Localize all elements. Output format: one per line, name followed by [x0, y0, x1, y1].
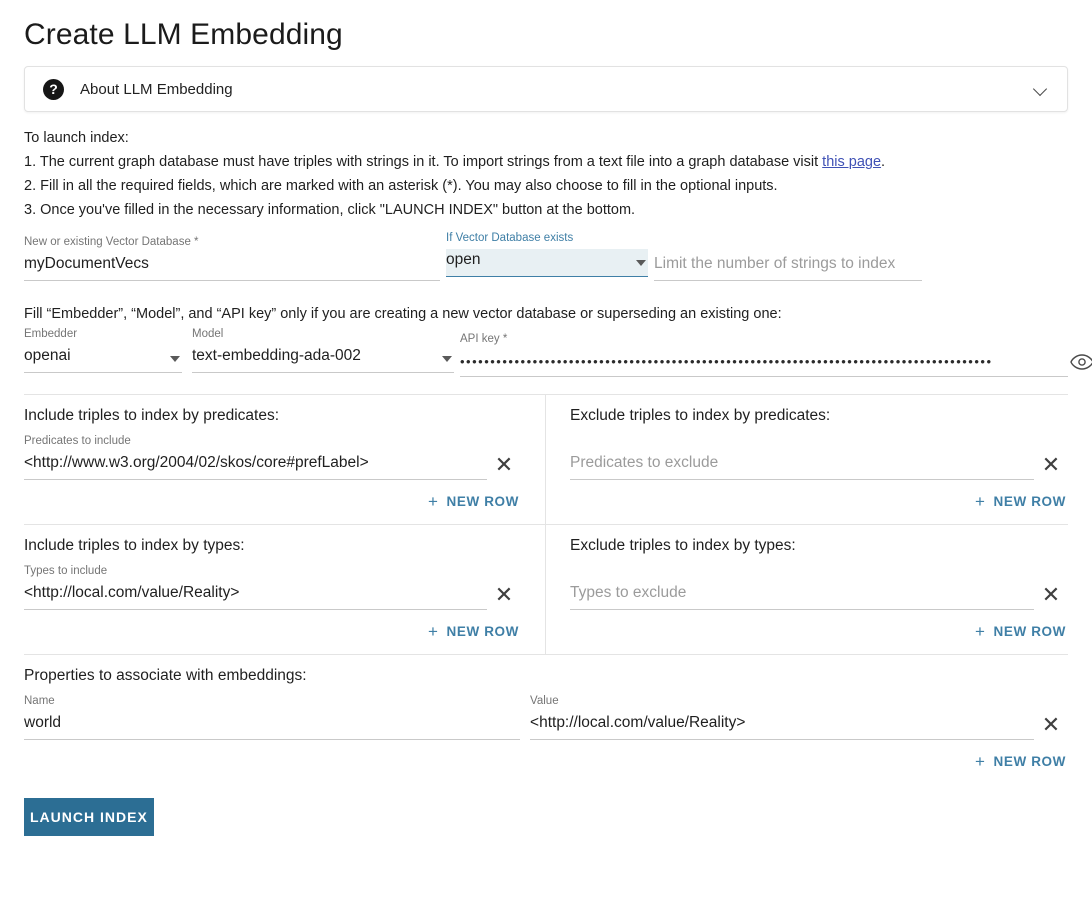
- vector-database-exists-value[interactable]: [446, 249, 648, 277]
- plus-icon: +: [975, 492, 986, 511]
- exclude-predicates-panel: [546, 395, 1068, 524]
- api-key-label: API key *: [460, 333, 508, 345]
- include-types-input[interactable]: [24, 582, 487, 610]
- vector-database-label: New or existing Vector Database *: [24, 236, 199, 248]
- exclude-predicates-new-row-button[interactable]: [570, 480, 1068, 524]
- property-name-input[interactable]: [24, 712, 520, 740]
- embedder-label: Embedder: [24, 328, 78, 340]
- properties-heading: Properties to associate with embeddings:: [24, 667, 307, 684]
- limit-strings-field: [654, 236, 922, 281]
- exclude-predicates-label: [570, 435, 1034, 450]
- close-icon[interactable]: ✕: [494, 582, 514, 607]
- exclude-types-heading: Exclude triples to index by types:: [570, 537, 796, 554]
- include-types-heading: Include triples to index by types:: [24, 537, 245, 554]
- exclude-types-label: [570, 565, 1034, 580]
- embedder-value[interactable]: [24, 345, 182, 373]
- include-predicates-field: [24, 435, 487, 480]
- plus-icon: +: [428, 622, 439, 641]
- property-value-label: Value: [530, 695, 559, 707]
- exclude-types-input[interactable]: [570, 582, 1034, 610]
- about-llm-embedding-accordion[interactable]: [24, 66, 1068, 112]
- include-predicates-panel: [24, 395, 546, 524]
- exclude-predicates-new-row-label: NEW ROW: [993, 494, 1066, 509]
- import-strings-link[interactable]: this page: [822, 154, 882, 170]
- include-predicates-row: [24, 435, 521, 480]
- plus-icon: +: [975, 622, 986, 641]
- limit-strings-label: [654, 236, 922, 251]
- close-icon[interactable]: ✕: [1041, 452, 1061, 477]
- embedder-row: [24, 328, 1068, 376]
- exclude-types-row: [570, 565, 1068, 610]
- exclude-predicates-field: [570, 435, 1034, 480]
- instructions-line-1-post: .: [881, 154, 886, 170]
- help-circle-icon: ?: [43, 79, 64, 100]
- properties-row: [24, 695, 1068, 740]
- embedder-note: Fill “Embedder”, “Model”, and “API key” only if you are creating a new vector database or superseding an existing one:: [24, 306, 782, 322]
- include-types-row: [24, 565, 521, 610]
- exclude-types-field: [570, 565, 1034, 610]
- property-name-label: Name: [24, 695, 55, 707]
- page-title: Create LLM Embedding: [24, 18, 343, 51]
- include-types-new-row-button[interactable]: [24, 610, 521, 654]
- property-name-field: [24, 695, 520, 740]
- database-row: [24, 232, 1068, 284]
- close-icon[interactable]: ✕: [494, 452, 514, 477]
- include-predicates-input[interactable]: [24, 452, 487, 480]
- instructions-line-1-pre: 1. The current graph database must have triples with strings in it. To import strings from a text file into a graph database visit: [24, 154, 823, 170]
- include-types-field: [24, 565, 487, 610]
- model-value[interactable]: [192, 345, 454, 373]
- plus-icon: +: [428, 492, 439, 511]
- include-predicates-label: Predicates to include: [24, 435, 131, 447]
- close-icon[interactable]: ✕: [1041, 582, 1061, 607]
- include-predicates-new-row-button[interactable]: [24, 480, 521, 524]
- types-section: [24, 524, 1068, 654]
- vector-database-field: [24, 236, 440, 281]
- instructions-line-1: [24, 150, 1068, 174]
- embedder-field: [24, 328, 182, 373]
- include-types-new-row-label: NEW ROW: [446, 624, 519, 639]
- exclude-predicates-row: [570, 435, 1068, 480]
- vector-database-exists-label: If Vector Database exists: [446, 232, 574, 244]
- properties-new-row-button[interactable]: [24, 740, 1068, 784]
- api-key-input[interactable]: ••••••••••••••••••••••••••••••••••••••••••••••••••••••••••••••••••••••••••••••••••••••••: [460, 350, 1068, 377]
- exclude-predicates-input[interactable]: [570, 452, 1034, 480]
- vector-database-exists-select[interactable]: [446, 249, 648, 277]
- vector-database-exists-field: [446, 232, 648, 277]
- instructions-line-2: 2. Fill in all the required fields, which are marked with an asterisk (*). You may also choose to fill in the optional inputs.: [24, 178, 778, 194]
- model-field: [192, 328, 454, 373]
- include-types-panel: [24, 525, 546, 654]
- instructions-line-3: 3. Once you've filled in the necessary information, click "LAUNCH INDEX" button at the bottom.: [24, 202, 636, 218]
- launch-index-button[interactable]: LAUNCH INDEX: [24, 798, 154, 836]
- properties-new-row-label: NEW ROW: [993, 754, 1066, 769]
- property-value-input[interactable]: [530, 712, 1034, 740]
- exclude-predicates-heading: Exclude triples to index by predicates:: [570, 407, 831, 424]
- include-predicates-new-row-label: NEW ROW: [446, 494, 519, 509]
- include-types-label: Types to include: [24, 565, 108, 577]
- api-key-field: [460, 333, 1068, 377]
- embedder-select[interactable]: [24, 345, 182, 373]
- instructions: [24, 126, 1068, 222]
- plus-icon: +: [975, 752, 986, 771]
- close-icon[interactable]: ✕: [1041, 712, 1061, 737]
- limit-strings-input[interactable]: [654, 253, 922, 281]
- property-value-field: [530, 695, 1034, 740]
- chevron-down-icon[interactable]: [1031, 79, 1051, 99]
- instructions-heading: To launch index:: [24, 130, 129, 146]
- vector-database-input[interactable]: [24, 253, 440, 281]
- exclude-types-panel: [546, 525, 1068, 654]
- include-predicates-heading: Include triples to index by predicates:: [24, 407, 280, 424]
- predicates-section: [24, 394, 1068, 524]
- eye-icon[interactable]: [1070, 354, 1092, 372]
- accordion-label: About LLM Embedding: [80, 80, 233, 98]
- exclude-types-new-row-label: NEW ROW: [993, 624, 1066, 639]
- exclude-types-new-row-button[interactable]: [570, 610, 1068, 654]
- model-label: Model: [192, 328, 224, 340]
- properties-section: [24, 654, 1068, 784]
- model-select[interactable]: [192, 345, 454, 373]
